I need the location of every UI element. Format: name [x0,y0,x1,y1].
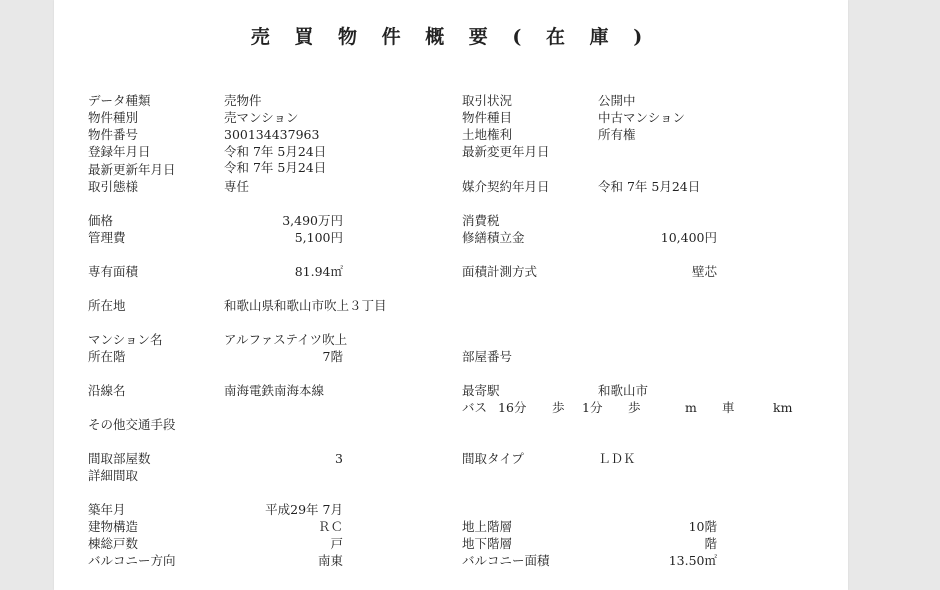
latest-update-date-label: 最新更新年月日 [88,162,176,177]
total-units-value: 戸 [330,536,343,551]
km-unit: km [773,400,793,415]
registration-date-value: 令和 7年 5月24日 [224,144,327,159]
mansion-name-value: アルファステイツ吹上 [224,332,348,347]
mansion-name-label: マンション名 [88,332,163,347]
layout-type-label: 間取タイプ [462,451,524,466]
walk-label-2: 歩 [628,400,641,415]
rooms-value: 3 [335,451,343,466]
other-transport-label: その他交通手段 [88,417,176,432]
property-number-value: 300134437963 [224,127,320,142]
property-category-value: 売マンション [224,110,299,125]
transaction-mode-label: 取引態様 [88,179,139,194]
above-floors-value: 10階 [688,519,717,534]
walk-minutes: 1分 [582,400,603,415]
station-value: 和歌山市 [598,383,649,398]
floor-label: 所在階 [88,349,126,364]
consumption-tax-label: 消費税 [462,213,500,228]
address-label: 所在地 [88,298,126,313]
document-page [54,0,848,590]
line-label: 沿線名 [88,383,126,398]
walk-label: 歩 [552,400,565,415]
balcony-direction-label: バルコニー方向 [88,553,176,568]
balcony-area-label: バルコニー面積 [462,553,550,568]
management-fee-value: 5,100円 [294,230,343,245]
data-type-label: データ種類 [88,93,151,108]
land-rights-value: 所有権 [598,127,636,142]
below-floors-value: 階 [704,536,717,551]
page-title: 売 買 物 件 概 要 ( 在 庫 ) [250,26,652,48]
total-units-label: 棟総戸数 [88,536,139,551]
line-value: 南海電鉄南海本線 [224,383,325,398]
brokerage-contract-date-value: 令和 7年 5月24日 [598,179,701,194]
data-type-value: 売物件 [224,93,262,108]
meter-unit: m [685,400,697,415]
room-number-label: 部屋番号 [462,349,513,364]
area-method-value: 壁芯 [691,264,717,279]
built-label: 築年月 [88,502,126,517]
detail-layout-label: 詳細間取 [88,468,139,483]
balcony-area-value: 13.50㎡ [668,553,717,568]
management-fee-label: 管理費 [88,230,126,245]
registration-date-label: 登録年月日 [88,144,151,159]
structure-label: 建物構造 [88,519,139,534]
brokerage-contract-date-label: 媒介契約年月日 [462,179,550,194]
structure-value: ＲＣ [317,519,343,534]
address-value: 和歌山県和歌山市吹上３丁目 [224,298,387,313]
balcony-direction-value: 南東 [317,553,343,568]
repair-reserve-label: 修繕積立金 [462,230,525,245]
bus-minutes: 16分 [498,400,527,415]
property-item-value: 中古マンション [598,110,685,125]
price-label: 価格 [88,213,114,228]
built-value: 平成29年 7月 [265,502,343,517]
above-floors-label: 地上階層 [462,519,513,534]
latest-update-date-value: 令和 7年 5月24日 [224,160,327,175]
latest-change-date-label: 最新変更年月日 [462,144,550,159]
property-number-label: 物件番号 [88,127,139,142]
repair-reserve-value: 10,400円 [660,230,717,245]
price-value: 3,490万円 [282,213,343,228]
floor-value: 7階 [322,349,343,364]
transaction-status-label: 取引状況 [462,93,513,108]
transaction-mode-value: 専任 [224,179,250,194]
land-rights-label: 土地権利 [462,127,513,142]
layout-type-value: ＬＤＫ [598,451,636,466]
transaction-status-value: 公開中 [598,93,636,108]
area-method-label: 面積計測方式 [462,264,538,279]
property-category-label: 物件種別 [88,110,139,125]
station-label: 最寄駅 [462,383,500,398]
rooms-label: 間取部屋数 [88,451,151,466]
car-label: 車 [722,400,735,415]
below-floors-label: 地下階層 [462,536,513,551]
bus-label: バス [462,400,488,415]
exclusive-area-value: 81.94㎡ [294,264,343,279]
exclusive-area-label: 専有面積 [88,264,139,279]
property-item-label: 物件種目 [462,110,513,125]
